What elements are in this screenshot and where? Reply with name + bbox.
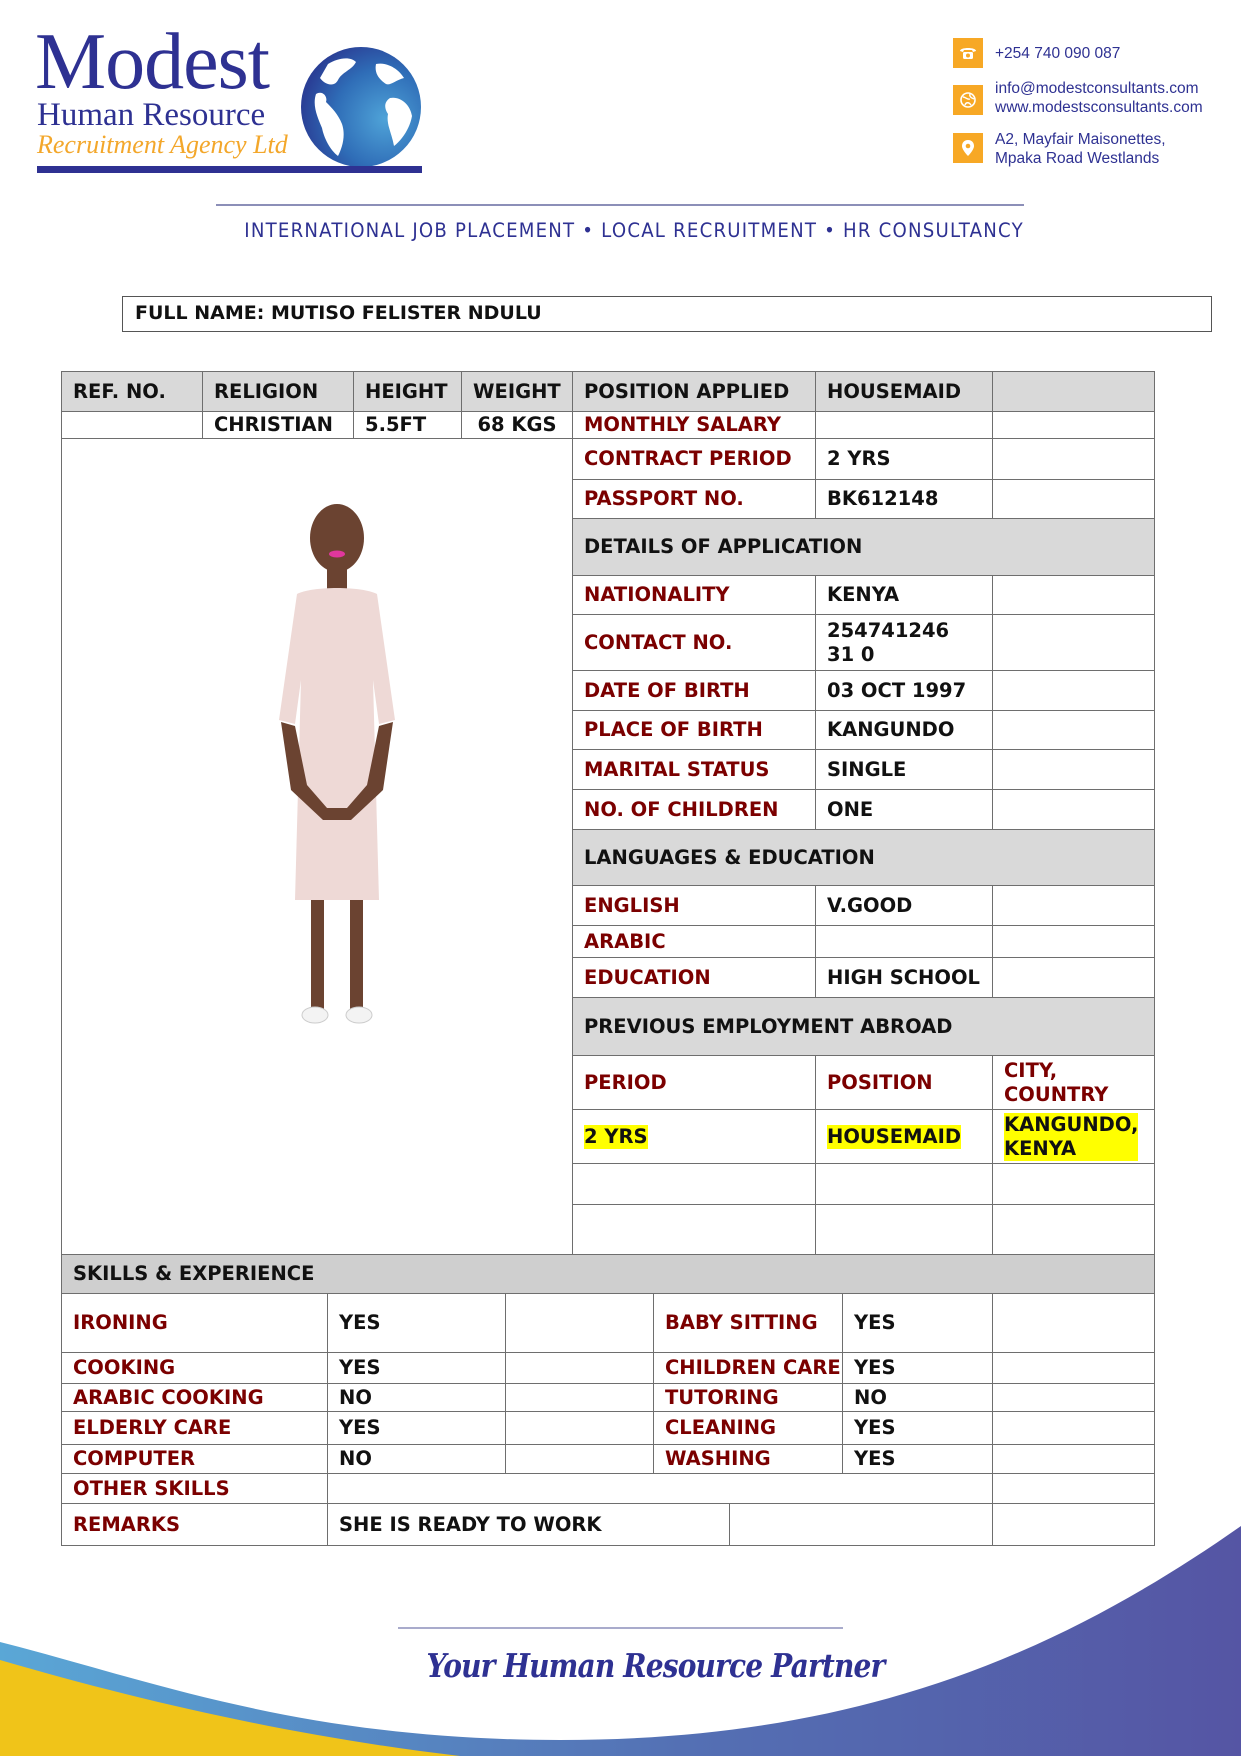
english-label: ENGLISH — [572, 885, 816, 926]
english-value: V.GOOD — [815, 885, 993, 926]
skill-elderly-care-value: YES — [327, 1411, 506, 1445]
employment-blank-row-2-c2 — [815, 1204, 993, 1255]
date-of-birth-extra — [992, 670, 1155, 711]
employment-section-header: PREVIOUS EMPLOYMENT ABROAD — [572, 997, 1155, 1056]
nationality-label: NATIONALITY — [572, 575, 816, 615]
web-icon — [953, 85, 983, 115]
contact-address — [953, 133, 1233, 173]
employment-location-value: KANGUNDO, KENYA — [1004, 1112, 1139, 1160]
skill-baby-sitting-extra — [992, 1293, 1155, 1353]
phone-number[interactable]: +254 740 090 087 — [995, 45, 1121, 62]
skill-computer-value: NO — [327, 1444, 506, 1474]
other-skills-extra — [992, 1473, 1155, 1504]
employment-row-position — [815, 1109, 993, 1164]
address-line-1: A2, Mayfair Maisonettes, — [995, 131, 1166, 148]
nationality-extra — [992, 575, 1155, 615]
religion-value: CHRISTIAN — [202, 411, 354, 439]
monthly-salary-value — [815, 411, 993, 439]
weight-value: 68 KGS — [461, 411, 573, 439]
monthly-salary-label: MONTHLY SALARY — [572, 411, 816, 439]
position-applied-label: POSITION APPLIED — [572, 371, 816, 412]
skill-cooking-extra — [505, 1352, 654, 1384]
monthly-salary-extra — [992, 411, 1155, 439]
skills-section-header: SKILLS & EXPERIENCE — [61, 1254, 1155, 1294]
weight-header: WEIGHT — [461, 371, 573, 412]
contact-no-value: 25474124631 0 — [815, 614, 993, 671]
skill-tutoring-value: NO — [842, 1383, 993, 1412]
footer-tagline: Your Human Resource Partner — [426, 1646, 885, 1685]
header-divider — [216, 204, 1024, 206]
employment-position-header: POSITION — [815, 1055, 993, 1110]
footer-wave-graphic — [0, 1510, 1241, 1756]
education-extra — [992, 957, 1155, 998]
contract-period-extra — [992, 438, 1155, 480]
skill-baby-sitting-label: BABY SITTING — [653, 1293, 843, 1353]
globe-icon — [298, 44, 424, 170]
passport-no-extra — [992, 479, 1155, 519]
candidate-photo-frame — [61, 438, 573, 1255]
skill-children-care-extra — [992, 1352, 1155, 1384]
place-of-birth-extra — [992, 710, 1155, 750]
other-skills-label: OTHER SKILLS — [61, 1473, 328, 1504]
employment-row — [572, 1109, 816, 1164]
employment-blank-row-1-c1 — [572, 1163, 816, 1205]
contract-period-label: CONTRACT PERIOD — [572, 438, 816, 480]
skill-elderly-care-label: ELDERLY CARE — [61, 1411, 328, 1445]
skill-children-care-value: YES — [842, 1352, 993, 1384]
employment-blank-row-1-c3 — [992, 1163, 1155, 1205]
skill-washing-label: WASHING — [653, 1444, 843, 1474]
skill-elderly-care-extra — [505, 1411, 654, 1445]
details-section-header: DETAILS OF APPLICATION — [572, 518, 1155, 576]
remarks-value: SHE IS READY TO WORK — [327, 1503, 730, 1546]
passport-no-label: PASSPORT NO. — [572, 479, 816, 519]
employment-period-value: 2 YRS — [584, 1124, 648, 1148]
date-of-birth-label: DATE OF BIRTH — [572, 670, 816, 711]
skill-tutoring-extra — [992, 1383, 1155, 1412]
logo-subtitle: Human Resource — [37, 97, 266, 133]
other-skills-value — [327, 1473, 993, 1504]
passport-no-value: BK612148 — [815, 479, 993, 519]
skill-ironing-label: IRONING — [61, 1293, 328, 1353]
skill-cleaning-value: YES — [842, 1411, 993, 1445]
employment-blank-row-2-c1 — [572, 1204, 816, 1255]
arabic-extra — [992, 925, 1155, 958]
english-extra — [992, 885, 1155, 926]
email-link[interactable]: info@modestconsultants.com — [995, 80, 1199, 97]
height-header: HEIGHT — [353, 371, 462, 412]
arabic-label: ARABIC — [572, 925, 816, 958]
religion-header: RELIGION — [202, 371, 354, 412]
languages-section-header: LANGUAGES & EDUCATION — [572, 829, 1155, 886]
children-extra — [992, 789, 1155, 830]
nationality-value: KENYA — [815, 575, 993, 615]
employment-period-header: PERIOD — [572, 1055, 816, 1110]
full-name-field: FULL NAME: MUTISO FELISTER NDULU — [122, 296, 1212, 332]
skill-computer-extra — [505, 1444, 654, 1474]
arabic-value — [815, 925, 993, 958]
marital-status-value: SINGLE — [815, 749, 993, 790]
education-label: EDUCATION — [572, 957, 816, 998]
logo-underline — [37, 166, 422, 173]
employment-row-location — [992, 1109, 1155, 1164]
skill-cleaning-extra — [992, 1411, 1155, 1445]
children-label: NO. OF CHILDREN — [572, 789, 816, 830]
skill-cooking-value: YES — [327, 1352, 506, 1384]
logo-title: Modest — [35, 18, 269, 106]
ref-no-value — [61, 411, 203, 439]
education-value: HIGH SCHOOL — [815, 957, 993, 998]
contact-web — [953, 80, 1233, 125]
skill-computer-label: COMPUTER — [61, 1444, 328, 1474]
children-value: ONE — [815, 789, 993, 830]
remarks-label: REMARKS — [61, 1503, 328, 1546]
ref-no-header: REF. NO. — [61, 371, 203, 412]
position-applied-value: HOUSEMAID — [815, 371, 993, 412]
skill-cleaning-label: CLEANING — [653, 1411, 843, 1445]
skill-arabic-cooking-label: ARABIC COOKING — [61, 1383, 328, 1412]
employment-position-value: HOUSEMAID — [827, 1124, 962, 1148]
contact-no-label: CONTACT NO. — [572, 614, 816, 671]
skill-baby-sitting-value: YES — [842, 1293, 993, 1353]
footer-divider — [398, 1627, 843, 1629]
employment-blank-row-1-c2 — [815, 1163, 993, 1205]
skill-tutoring-label: TUTORING — [653, 1383, 843, 1412]
skill-cooking-label: COOKING — [61, 1352, 328, 1384]
employment-location-header: CITY, COUNTRY — [992, 1055, 1155, 1110]
skill-ironing-value: YES — [327, 1293, 506, 1353]
skill-washing-extra — [992, 1444, 1155, 1474]
logo-agency: Recruitment Agency Ltd — [37, 130, 288, 159]
candidate-photo — [267, 490, 407, 1090]
contact-phone — [953, 38, 1233, 68]
address-line-2: Mpaka Road Westlands — [995, 150, 1160, 167]
place-of-birth-value: KANGUNDO — [815, 710, 993, 750]
phone-icon — [953, 38, 983, 68]
contract-period-value: 2 YRS — [815, 438, 993, 480]
height-value: 5.5FT — [353, 411, 462, 439]
skill-arabic-cooking-value: NO — [327, 1383, 506, 1412]
date-of-birth-value: 03 OCT 1997 — [815, 670, 993, 711]
services-tagline: INTERNATIONAL JOB PLACEMENT • LOCAL RECRUITMENT • HR CONSULTANCY — [244, 219, 1024, 242]
location-pin-icon — [953, 133, 983, 163]
marital-status-extra — [992, 749, 1155, 790]
contact-no-extra — [992, 614, 1155, 671]
place-of-birth-label: PLACE OF BIRTH — [572, 710, 816, 750]
position-applied-extra — [992, 371, 1155, 412]
skill-washing-value: YES — [842, 1444, 993, 1474]
skill-children-care-label: CHILDREN CARE — [653, 1352, 843, 1384]
skill-arabic-cooking-extra — [505, 1383, 654, 1412]
skill-ironing-extra — [505, 1293, 654, 1353]
employment-blank-row-2-c3 — [992, 1204, 1155, 1255]
website-link[interactable]: www.modestsconsultants.com — [995, 99, 1203, 116]
marital-status-label: MARITAL STATUS — [572, 749, 816, 790]
